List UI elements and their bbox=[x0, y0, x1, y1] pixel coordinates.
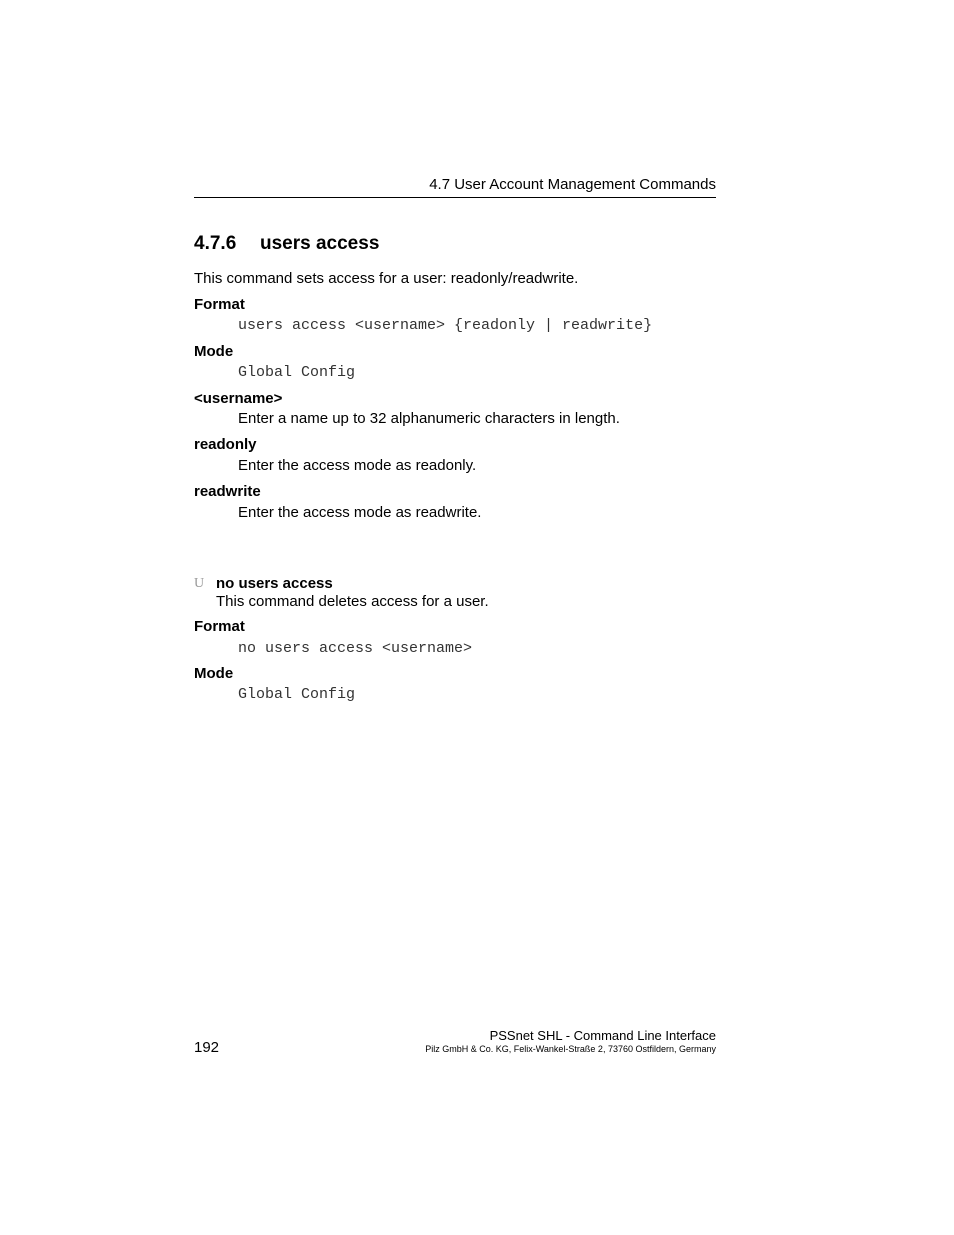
format-code-2: no users access <username> bbox=[238, 640, 473, 657]
mode-label: Mode bbox=[194, 343, 234, 360]
command-marker: U bbox=[194, 576, 205, 591]
param-desc-username: Enter a name up to 32 alphanumeric characters in length. bbox=[238, 410, 620, 427]
param-name-readonly: readonly bbox=[194, 436, 257, 453]
section-number: 4.7.6 bbox=[194, 233, 237, 254]
format-label: Format bbox=[194, 296, 245, 313]
format-label-2: Format bbox=[194, 618, 245, 635]
section-heading bbox=[194, 233, 379, 255]
header-rule bbox=[194, 197, 716, 198]
page-number: 192 bbox=[194, 1039, 220, 1056]
running-header: 4.7 User Account Management Commands bbox=[429, 176, 716, 193]
section-description: This command sets access for a user: readonly/readwrite. bbox=[194, 270, 579, 287]
param-name-readwrite: readwrite bbox=[194, 483, 261, 500]
param-desc-readonly: Enter the access mode as readonly. bbox=[238, 457, 477, 474]
param-desc-readwrite: Enter the access mode as readwrite. bbox=[238, 504, 482, 521]
footer-address: Pilz GmbH & Co. KG, Felix-Wankel-Straße 2, 73760 Ostfildern, Germany bbox=[425, 1044, 716, 1054]
command-title: no users access bbox=[216, 575, 333, 592]
format-code: users access <username> {readonly | readwrite} bbox=[238, 317, 653, 334]
mode-value: Global Config bbox=[238, 364, 356, 381]
footer-product: PSSnet SHL - Command Line Interface bbox=[489, 1028, 716, 1043]
param-name-username: <username> bbox=[194, 390, 283, 407]
section-title: users access bbox=[260, 233, 380, 254]
command-description: This command deletes access for a user. bbox=[216, 593, 489, 610]
mode-value-2: Global Config bbox=[238, 686, 356, 703]
mode-label-2: Mode bbox=[194, 665, 234, 682]
